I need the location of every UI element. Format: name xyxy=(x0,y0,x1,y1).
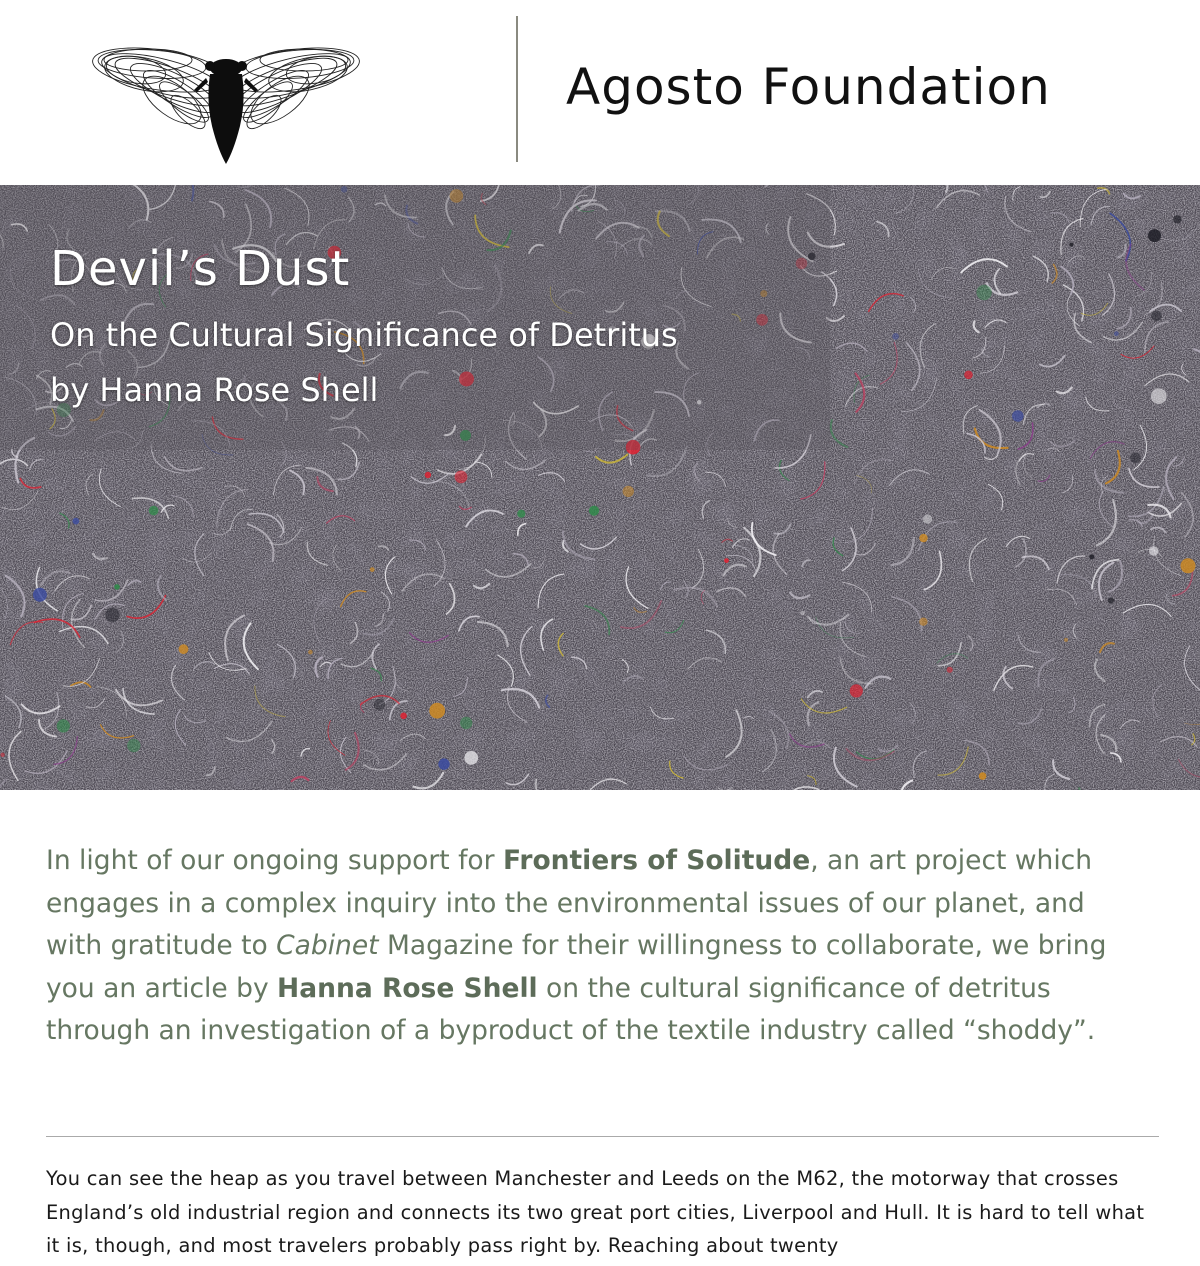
fiber-clump xyxy=(455,471,468,484)
fiber-clump xyxy=(1130,452,1141,463)
fiber-clump xyxy=(1064,638,1068,642)
fiber-clump xyxy=(947,667,953,673)
fiber-clump xyxy=(892,333,899,340)
fiber-clump xyxy=(979,772,987,780)
fiber-clump xyxy=(1108,597,1114,603)
fiber-clump xyxy=(0,753,4,757)
fiber-clump xyxy=(370,567,375,572)
fiber-clump xyxy=(919,618,927,626)
article-paragraph: You can see the heap as you travel between Manchester and Leeds on the M62, the motorway that crosses England’s old industrial region and connects its two great port cities, Liverpool and Hull. It is hard to tell what it is, though, and most travelers probably pass right by. Reaching about twenty xyxy=(46,1167,1145,1257)
fiber-clump xyxy=(923,514,932,523)
fiber-clump xyxy=(1151,388,1167,404)
fiber-clump xyxy=(919,534,927,542)
hero-subtitle: On the Cultural Significance of Detritus xyxy=(50,316,678,354)
site-header xyxy=(0,0,1200,185)
fiber-clump xyxy=(964,371,973,380)
fiber-clump xyxy=(105,608,119,622)
fiber-clump xyxy=(179,644,189,654)
fiber-clump xyxy=(1069,243,1073,247)
intro-paragraph xyxy=(46,840,1146,1053)
hero-byline: by Hanna Rose Shell xyxy=(50,371,379,409)
fiber-clump xyxy=(800,611,804,615)
fiber-clump xyxy=(517,510,525,518)
fiber-clump xyxy=(460,717,472,729)
header-divider xyxy=(516,16,518,162)
fiber-clump xyxy=(438,758,449,769)
intro-text: In light of our ongoing support for xyxy=(46,845,503,876)
fiber-clump xyxy=(33,588,47,602)
magazine-name: Cabinet xyxy=(276,930,379,961)
fiber-clump xyxy=(976,285,991,300)
hero-banner xyxy=(0,185,1200,790)
hero-title: Devil’s Dust xyxy=(50,241,351,297)
fiber-clump xyxy=(1114,331,1119,336)
fiber-clump xyxy=(73,518,80,525)
project-link[interactable]: Frontiers of Solitude xyxy=(502,845,811,876)
fiber-clump xyxy=(623,486,634,497)
fiber-clump xyxy=(1148,229,1161,242)
fiber-clump xyxy=(1149,546,1159,556)
fiber-clump xyxy=(1181,558,1196,573)
fiber-clump xyxy=(127,739,140,752)
fiber-clump xyxy=(400,713,407,720)
fiber-clump xyxy=(114,584,120,590)
fiber-clump xyxy=(464,751,478,765)
intro-text: , an art project which engages in a complex inquiry into the environmental issues of our planet, and with gratitude to xyxy=(46,845,1093,961)
fiber-clump xyxy=(589,506,599,516)
fiber-clump xyxy=(1089,554,1094,559)
fiber-clump xyxy=(1151,311,1162,322)
fiber-clump xyxy=(850,684,863,697)
fiber-clump xyxy=(425,472,431,478)
fiber-clump xyxy=(1173,215,1181,223)
intro-text: on the cultural significance of detritus through an investigation of a byproduct of the textile industry called “shoddy”. xyxy=(46,972,1096,1046)
fiber-clump xyxy=(429,703,445,719)
fiber-clump xyxy=(149,506,159,516)
fiber-clump xyxy=(1012,410,1024,422)
author-link[interactable]: Hanna Rose Shell xyxy=(277,972,538,1004)
fiber-clump xyxy=(57,719,70,732)
section-divider xyxy=(46,1136,1159,1137)
brand-name[interactable]: Agosto Foundation xyxy=(566,58,1051,116)
intro-text: Magazine for their willingness to collaborate, we bring you an article by xyxy=(46,930,1107,1004)
fiber-clump xyxy=(374,699,386,711)
fiber-clump xyxy=(308,650,313,655)
cicada-icon[interactable] xyxy=(88,30,364,170)
fiber-clump xyxy=(724,558,729,563)
